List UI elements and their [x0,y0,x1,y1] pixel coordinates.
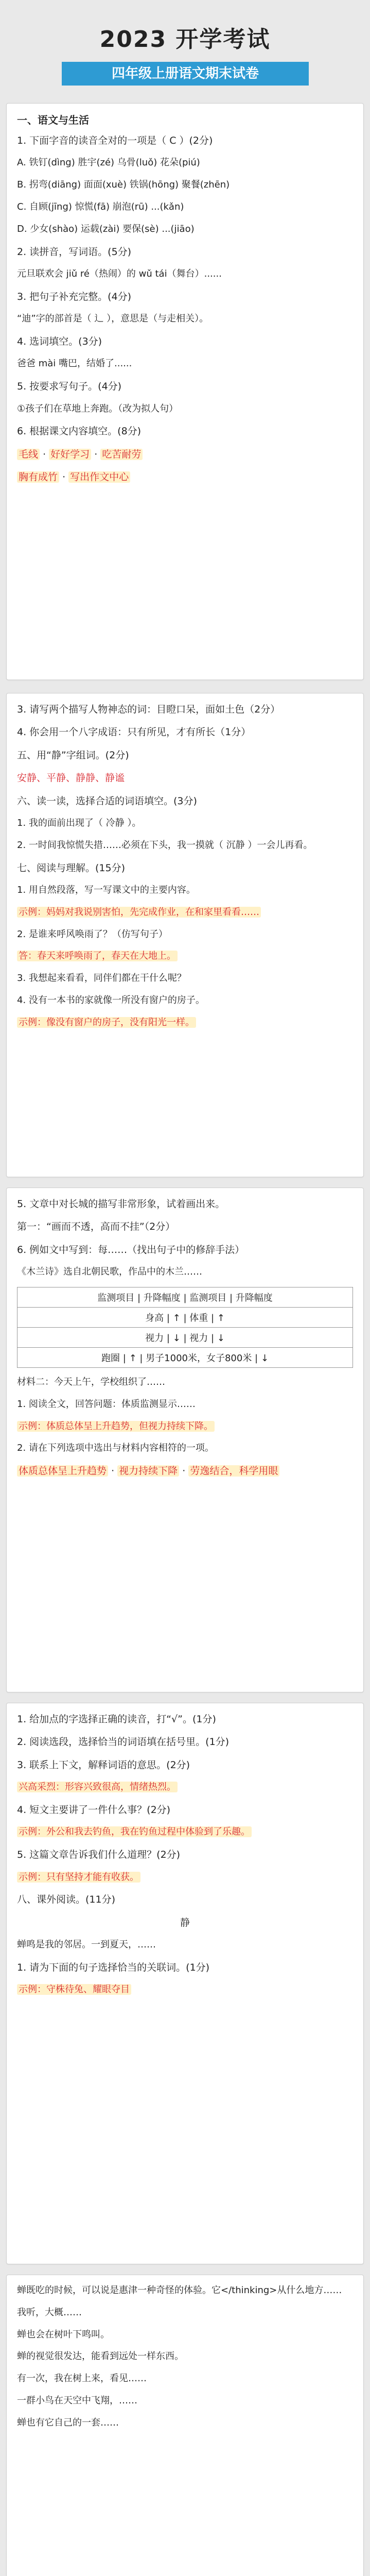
page-title: 2023 开学考试 [99,26,271,53]
paragraph: 我听，大概…… [17,2307,82,2318]
answer-highlight: 胸有成竹 [17,471,59,483]
exam-section-4 [6,1703,364,2264]
table-cell: 身高 | ↑ | 体重 | ↑ [17,1307,353,1327]
answer-line: 答：春天来呼唤雨了，春天在大地上。 [17,949,353,964]
answer-highlight: 视力持续下降 [117,1465,179,1477]
table-cell: 跑圈 | ↑ | 男子1000米，女子800米 | ↓ [17,1347,353,1367]
question-line: 6. 例如文中写到：每……（找出句子中的修辞手法） [17,1244,245,1256]
article-title: 静 [180,1917,190,1928]
question-line: 2. 阅读选段，选择恰当的词语填在括号里。(1分) [17,1736,230,1748]
question-line: 爸爸 mài 嘴巴，结婚了...... [17,358,132,369]
answer-highlight: 毛线 [17,449,40,460]
exam-section-5 [6,2275,364,2576]
subtitle-text: 四年级上册语文期末试卷 [111,66,259,81]
question-line: 5. 这篇文章告诉我们什么道理？(2分) [17,1849,181,1861]
question-line: 4. 选词填空。(3分) [17,335,102,347]
table-row [17,1287,353,1307]
table-cell: 视力 | ↓ | 视力 | ↓ [17,1327,353,1347]
answer-line: 示例：只有坚持才能有收获。 [17,1870,353,1885]
question-line: 6. 根据课文内容填空。(8分) [17,426,142,437]
question-line: 4. 短文主要讲了一件什么事？(2分) [17,1804,171,1816]
question-line: “迪”字的部首是（ 辶 ），意思是（与走相关）。 [17,313,209,325]
question-line: 1. 请为下面的句子选择恰当的关联词。(1分) [17,1961,210,1973]
question-line: 2. 一时间我惊慌失措……必须在下头，我一摸就（ 沉静 ）一会儿再看。 [17,839,313,851]
question-line: 3. 把句子补充完整。(4分) [17,291,132,302]
question-line: 1. 下面字音的读音全对的一项是（ C ）(2分) [17,135,213,146]
answer-highlight: 好好学习 [49,449,91,460]
option-b: B. 拐弯(diāng) 面面(xuè) 铁锅(hōng) 聚餐(zhēn) [17,179,230,191]
answer-line: 示例：妈妈对我说别害怕，先完成作业，在和家里看看…… [17,905,353,920]
paragraph: 蝉既吃的时候，可以说是惠津一种奇怪的体验。它</thinking>从什么地方…… [17,2285,342,2296]
question-line: 5. 文章中对长城的描写非常形象，试着画出来。 [17,1198,225,1210]
question-line: 第一：“画而不透，高而不挂”（2分） [17,1221,175,1233]
question-line: 2. 读拼音，写词语。(5分) [17,246,132,258]
question-line: 《木兰诗》选自北朝民歌，作品中的木兰…… [17,1266,202,1278]
question-line: 1. 我的面前出现了（ 冷静 ）。 [17,817,142,828]
question-line: 4. 没有一本书的家就像一所没有窗户的房子。 [17,994,205,1006]
exam-section-2 [6,693,364,1177]
answer-line: 安静、平静、静静、静谧 [17,772,125,784]
section-title: 八、课外阅读。(11分) [17,1894,116,1906]
question-line: 2. 是谁来呼风唤雨了？（仿写句子） [17,928,168,940]
answer-highlight: 体质总体呈上升趋势 [17,1465,108,1477]
answer-highlight: 吃苦耐劳 [100,449,143,460]
answer-line: 示例：守株待兔、耀眼夺目 [17,1982,353,1997]
question-line: 5. 按要求写句子。(4分) [17,381,122,393]
paragraph: 有一次，我在树上来，看见…… [17,2373,147,2384]
question-line: 3. 联系上下文，解释词语的意思。(2分) [17,1759,190,1771]
section-title: 七、阅读与理解。(15分) [17,862,126,874]
paragraph: 蝉的视觉很发达，能看到远处一样东西。 [17,2351,184,2362]
question-line: 4. 你会用一个八字成语：只有所见，才有所长（1分） [17,726,251,738]
exam-section-1: 一、语文与生活 1. 下面字音的读音全对的一项是（ C ）(2分) A. 铁钉(dìng) 胜宇(zé) 乌骨(luǒ) 花朵(piú) B. 拐弯(diāng) 面面(xuè) 铁锅(hōng) 聚餐(zhēn) C. 自顾(jīng) 惊慌(fā) 崩泡(rū) ...(kǎn) D. 少女(shào) 运载(zài) 要保(sè) ...(jiāo) 2. 读拼音，写词语。(5分) 元旦联欢会 jiǔ ré（热闹）的 wǔ tái（舞台）...... 3. 把句子补充完整。(4分) “迪”字的部首是（ 辶 ），意思是（与走相关）。 4. 选词填空。(3分) 爸爸 mài 嘴巴，结婚了...... 5. 按要求写句子。(4分) ①孩子们在草地上奔跑。（改为拟人句） 6. 根据课文内容填空。(8分) 毛线 · 好好学习 · 吃苦耐劳 胸有成竹 · 写出作文中心 [6,103,364,680]
question-line: 元旦联欢会 jiǔ ré（热闹）的 wǔ tái（舞台）...... [17,268,222,279]
question-line: 3. 请写两个描写人物神态的词：目瞪口呆，面如土色（2分） [17,704,280,715]
question-line: 六、读一读，选择合适的词语填空。(3分) [17,795,197,807]
subtitle-bar [62,62,309,86]
table-row [17,1327,353,1347]
monitor-table [17,1287,353,1368]
question-line: 3. 我想起来看看，同伴们都在干什么呢？ [17,973,186,984]
question-line: 2. 请在下列选项中选出与材料内容相符的一项。 [17,1443,214,1454]
option-c: C. 自顾(jīng) 惊慌(fā) 崩泡(rū) ...(kǎn) [17,201,184,212]
answer-highlight: 写出作文中心 [68,471,130,483]
question-line: 1. 阅读全文，回答问题：体质监测显示…… [17,1398,196,1410]
paragraph: 一群小鸟在天空中飞翔，…… [17,2395,137,2406]
answer-highlight: 劳逸结合，科学用眼 [188,1465,279,1477]
answer-line: 示例：外公和我去钓鱼，我在钓鱼过程中体验到了乐趣。 [17,1825,353,1840]
table-row [17,1307,353,1327]
answer-line: 示例：体质总体呈上升趋势，但视力持续下降。 [17,1419,353,1434]
question-line: 蝉鸣是我的邻居。一到夏天，…… [17,1939,156,1951]
option-a: A. 铁钉(dìng) 胜宇(zé) 乌骨(luǒ) 花朵(piú) [17,157,200,168]
question-line: 1. 给加点的字选择正确的读音，打“√”。(1分) [17,1714,216,1725]
data-table [17,1287,353,1368]
exam-section-3: 5. 文章中对长城的描写非常形象，试着画出来。 第一：“画而不透，高而不挂”（2分） 6. 例如文中写到：每……（找出句子中的修辞手法） 《木兰诗》选自北朝民歌，作品中的木兰…… 监测项目 | 升降幅度 | 监测项目 | 升降幅度 身高 | ↑ | 体重 | ↑ 视力 | ↓ | 视力 | ↓ 跑圈 | ↑ | 男子1000米，女子800米 | ↓ 材料二：今天上午，学校组织了…… 1. 阅读全文，回答问题：体质监测显示…… 示例：体质总体呈上升趋势，但视力持续下降。 2. 请在下列选项中选出与材料内容相符的一项。 体质总体呈上升趋势 · 视力持续下降 · 劳逸结合，科学用眼 [6,1188,364,1692]
question-line: 五、用“静”字组词。(2分) [17,749,129,761]
question-line: ①孩子们在草地上奔跑。（改为拟人句） [17,403,179,414]
question-line: 材料二：今天上午，学校组织了…… [17,1376,165,1387]
question-line: 1. 用自然段落，写一写课文中的主要内容。 [17,884,196,895]
section-title: 一、语文与生活 [17,114,89,126]
table-row [17,1347,353,1367]
paragraph: 蝉也有它自己的一套…… [17,2417,119,2428]
option-d: D. 少女(shào) 运载(zài) 要保(sè) ...(jiāo) [17,223,195,234]
table-cell: 监测项目 | 升降幅度 | 监测项目 | 升降幅度 [17,1287,353,1307]
answer-line: 示例：像没有窗户的房子，没有阳光一样。 [17,1015,353,1030]
paragraph: 蝉也会在树叶下鸣叫。 [17,2329,110,2340]
answer-line: 兴高采烈：形容兴致很高，情绪热烈。 [17,1780,353,1795]
